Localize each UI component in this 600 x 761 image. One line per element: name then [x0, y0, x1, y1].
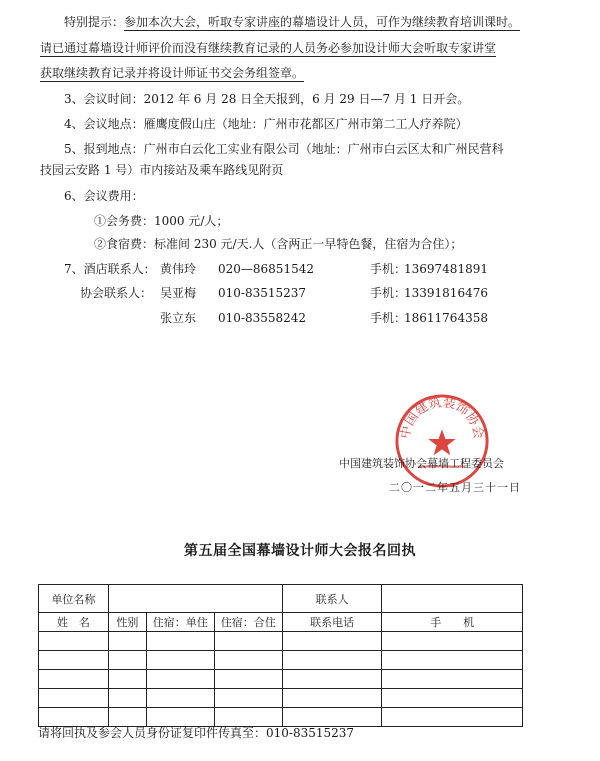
- association-contact-2-name: 张立东: [160, 311, 197, 325]
- table-row: [39, 632, 523, 651]
- signing-organization: 中国建筑装饰协会幕墙工程委员会: [339, 457, 504, 470]
- association-contact-2-mobile: 18611764358: [404, 311, 488, 325]
- header-shared-room: 住宿：合住: [214, 613, 282, 632]
- signing-date: 二〇一二年五月三十一日: [389, 481, 521, 494]
- meeting-time: 3、会议时间：2012 年 6 月 28 日全天报到，6 月 29 日—7 月 1 日开会。: [64, 92, 470, 106]
- hotel-contact-mobile: 13697481891: [404, 262, 488, 276]
- fee-item-accommodation: ②食宿费：标准间 230 元/天.人（含两正一早特色餐，住宿为合住）；: [94, 237, 463, 251]
- header-mobile: 手 机: [382, 613, 523, 632]
- registration-form-table: [38, 584, 523, 727]
- unit-name-field[interactable]: [108, 585, 282, 613]
- unit-name-label: 单位名称: [39, 585, 109, 613]
- header-phone: 联系电话: [282, 613, 382, 632]
- association-contact-2-mobile-label: 手机：: [370, 311, 407, 325]
- header-gender: 性别: [108, 613, 146, 632]
- fax-instruction: 请将回执及参会人员身份证复印件传真至：010-83515237: [38, 726, 355, 740]
- form-title: 第五届全国幕墙设计师大会报名回执: [184, 543, 416, 559]
- hotel-contact-name: 黄伟玲: [160, 262, 197, 276]
- association-contact-2-phone: 010-83558242: [218, 311, 307, 325]
- hotel-contact-mobile-label: 手机：: [370, 262, 407, 276]
- association-contact-mobile: 13391816476: [404, 286, 488, 300]
- form-header-row: [39, 613, 523, 632]
- header-single-room: 住宿：单住: [146, 613, 214, 632]
- association-contact-name: 吴亚梅: [160, 286, 197, 300]
- association-contact-mobile-label: 手机：: [370, 286, 407, 300]
- contact-person-field[interactable]: [382, 585, 523, 613]
- contact-person-label: 联系人: [282, 585, 382, 613]
- special-notice-label: 特别提示：: [64, 15, 125, 29]
- meeting-venue: 4、会议地点：雁鹰度假山庄（地址：广州市花都区广州市第二工人疗养院）: [64, 117, 468, 131]
- notice-line-2: [40, 40, 496, 56]
- hotel-contact-phone: 020—86851542: [218, 262, 314, 276]
- table-row: [39, 670, 523, 689]
- special-notice-line: [64, 14, 520, 30]
- notice-line-3: [40, 65, 304, 81]
- header-name: 姓 名: [39, 613, 109, 632]
- fee-item-conference: ①会务费：1000 元/人；: [94, 214, 229, 228]
- official-seal: [393, 392, 491, 490]
- form-unit-row: [39, 585, 523, 613]
- registration-place-line-1: 5、报到地点：广州市白云化工实业有限公司（地址：广州市白云区太和广州民营科: [64, 142, 504, 156]
- table-row: [39, 689, 523, 708]
- svg-text:中国建筑装饰协会: 中国建筑装饰协会: [398, 395, 486, 440]
- table-row: [39, 651, 523, 670]
- association-contact-role: 协会联系人：: [80, 286, 153, 300]
- notice-line-2-text: 请已通过幕墙设计师评价而没有继续教育记录的人员务必参加设计师大会听取专家讲堂: [40, 41, 497, 55]
- special-notice-text: 参加本次大会，听取专家讲座的幕墙设计人员，可作为继续教育培训课时。: [124, 15, 521, 29]
- notice-line-3-text: 获取继续教育记录并将设计师证书交会务组签章。: [40, 66, 305, 80]
- hotel-contact-role: 7、酒店联系人：: [64, 262, 156, 276]
- association-contact-phone: 010-83515237: [218, 286, 307, 300]
- registration-place-line-2: 技园云安路 1 号）市内接站及乘车路线见附页: [40, 163, 284, 177]
- fee-heading: 6、会议费用：: [64, 189, 144, 203]
